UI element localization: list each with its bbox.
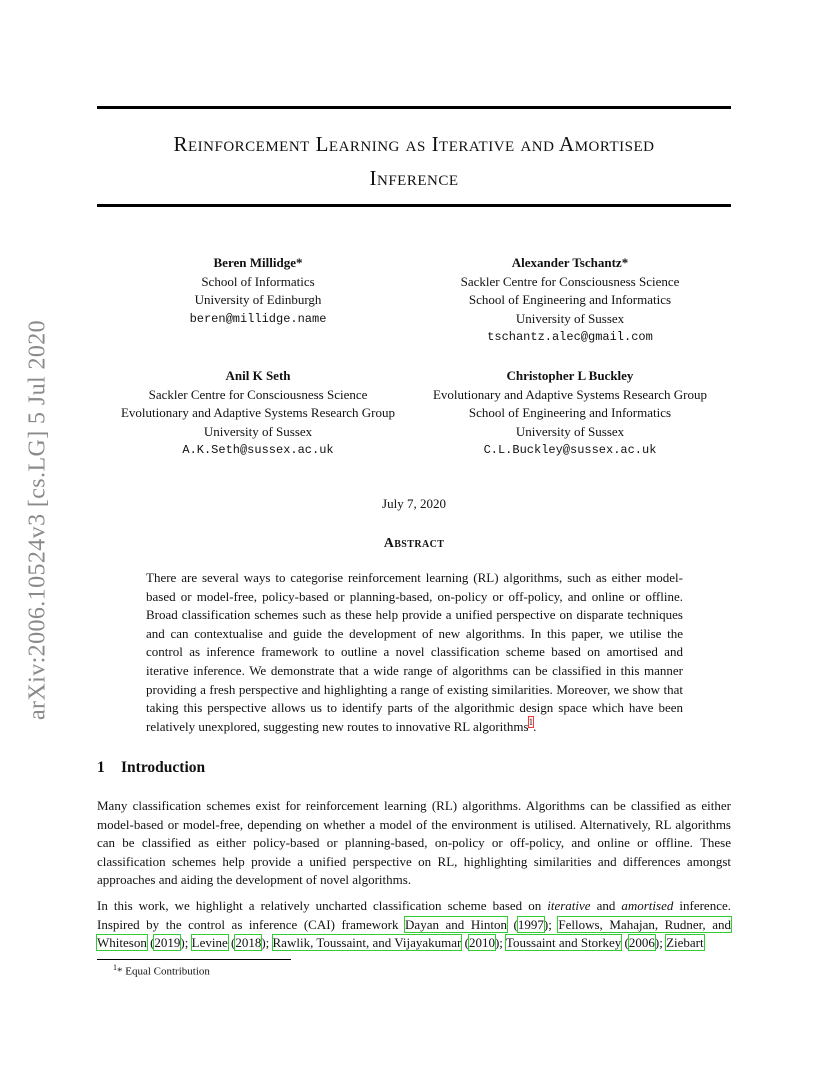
paragraph-text: inference. Inspired by the control as inference (CAI) framework [97, 898, 731, 932]
intro-paragraph-1: Many classification schemes exist for reinforcement learning (RL) algorithms. Algorithms can be classified as either model-based or model-free, depending on whether a model of the environment is utilised. Alternatively, RL algorithms can be classified as either policy-based or planning-based, on-policy or off-policy, and online or offline. These classification schemes help provide a unified perspective on RL, highlighting similarities and differences amongst approaches and aiding the development of novel algorithms. [97, 798, 731, 888]
abstract-text: There are several ways to categorise reinforcement learning (RL) algorithms, such as either model-based or model-free, policy-based or planning-based, on-policy or off-policy, and online or offline. Broad classification schemes such as these help provide a unified perspective on disparate techniques and can contextualise and guide the development of new algorithms. In this paper, we utilise the control as inference framework to outline a novel classification scheme based on amortised and iterative inference. We demonstrate that a wide range of algorithms can be classified in this manner providing a fresh perspective and highlighting a range of existing similarities. Moreover, we show that taking this perspective allows us to identify parts of the algorithmic design space which have been relatively unexplored, suggesting new routes to innovative RL algorithms [146, 570, 683, 734]
intro-paragraph-2: In this work, we highlight a relatively uncharted classification scheme based on iterative and amortised inference. Inspired by the control as inference (CAI) framework Dayan and Hinton (1997); Fellows, Mahajan, Rudner, and Whiteson (2019); Levine (2018); Rawlik, Toussaint, and Vijayakumar (2010); Toussaint and Storkey (2006); Ziebart [97, 898, 731, 951]
citation-year-link[interactable]: 1997 [517, 916, 544, 932]
author-block-1 [98, 254, 418, 328]
section-title: Introduction [121, 759, 206, 776]
footnote-rule [97, 959, 291, 960]
author-affiliation: University of Sussex [515, 423, 625, 439]
author-affiliation: University of Sussex [203, 423, 313, 439]
abstract-heading: Abstract [383, 536, 445, 551]
author-affiliation: University of Sussex [515, 310, 625, 326]
author-email[interactable]: A.K.Seth@sussex.ac.uk [182, 443, 334, 458]
author-affiliation: School of Informatics [201, 273, 315, 289]
author-affiliation: Sackler Centre for Consciousness Science [148, 386, 368, 402]
paragraph-text: In this work, we highlight a relatively uncharted classification scheme based on [97, 898, 548, 913]
section-heading [97, 759, 205, 777]
footnote [113, 963, 210, 978]
citation-link[interactable]: Levine [191, 935, 228, 951]
author-affiliation: Evolutionary and Adaptive Systems Research Group [120, 405, 396, 421]
arxiv-identifier: arXiv:2006.10524v3 [cs.LG] 5 Jul 2020 [24, 319, 51, 721]
author-email[interactable]: beren@millidge.name [189, 311, 327, 326]
author-email[interactable]: tschantz.alec@gmail.com [487, 330, 653, 345]
author-affiliation: Sackler Centre for Consciousness Science [460, 273, 680, 289]
abstract-end-punct: . [533, 718, 537, 734]
section-number: 1 [97, 759, 105, 776]
citation-link[interactable]: Ziebart [666, 935, 704, 951]
footnote-reference-link[interactable]: 1 [528, 717, 534, 728]
citation-year-link[interactable]: 2018 [235, 935, 262, 951]
author-name: Anil K Seth [225, 368, 291, 383]
paper-title-line1: Reinforcement Learning as Iterative and Amortised [173, 132, 655, 156]
author-email[interactable]: C.L.Buckley@sussex.ac.uk [483, 443, 657, 458]
author-block-3 [98, 367, 418, 460]
footnote-mark: 1 [113, 963, 117, 972]
citation-link[interactable]: Toussaint and Storkey [505, 935, 622, 951]
citation-link[interactable]: Fellows, Mahajan, Rudner, and Whiteson [97, 916, 731, 951]
citation-link[interactable]: Dayan and Hinton [405, 916, 507, 932]
author-affiliation: School of Engineering and Informatics [468, 292, 672, 308]
author-name: Alexander Tschantz* [511, 255, 629, 270]
citation-link[interactable]: Rawlik, Toussaint, and Vijayakumar [272, 935, 462, 951]
paragraph-text: and [590, 898, 622, 913]
author-block-4 [400, 367, 740, 460]
citation-year-link[interactable]: 2006 [628, 935, 655, 951]
citation-year-link[interactable]: 2010 [468, 935, 495, 951]
title-top-rule [97, 106, 731, 109]
author-name: Beren Millidge* [213, 255, 303, 270]
citation-year-link[interactable]: 2019 [154, 935, 181, 951]
author-affiliation: Evolutionary and Adaptive Systems Research Group [432, 386, 708, 402]
publication-date: July 7, 2020 [382, 496, 446, 511]
abstract-body [146, 569, 683, 736]
emphasis-text: amortised [621, 898, 674, 913]
author-block-2 [400, 254, 740, 347]
author-name: Christopher L Buckley [506, 368, 634, 383]
footnote-text: * Equal Contribution [117, 965, 210, 978]
emphasis-text: iterative [547, 898, 591, 913]
title-bottom-rule [97, 204, 731, 207]
author-affiliation: University of Edinburgh [194, 292, 322, 308]
paper-title-line2: Inference [369, 166, 459, 190]
author-affiliation: School of Engineering and Informatics [468, 405, 672, 421]
